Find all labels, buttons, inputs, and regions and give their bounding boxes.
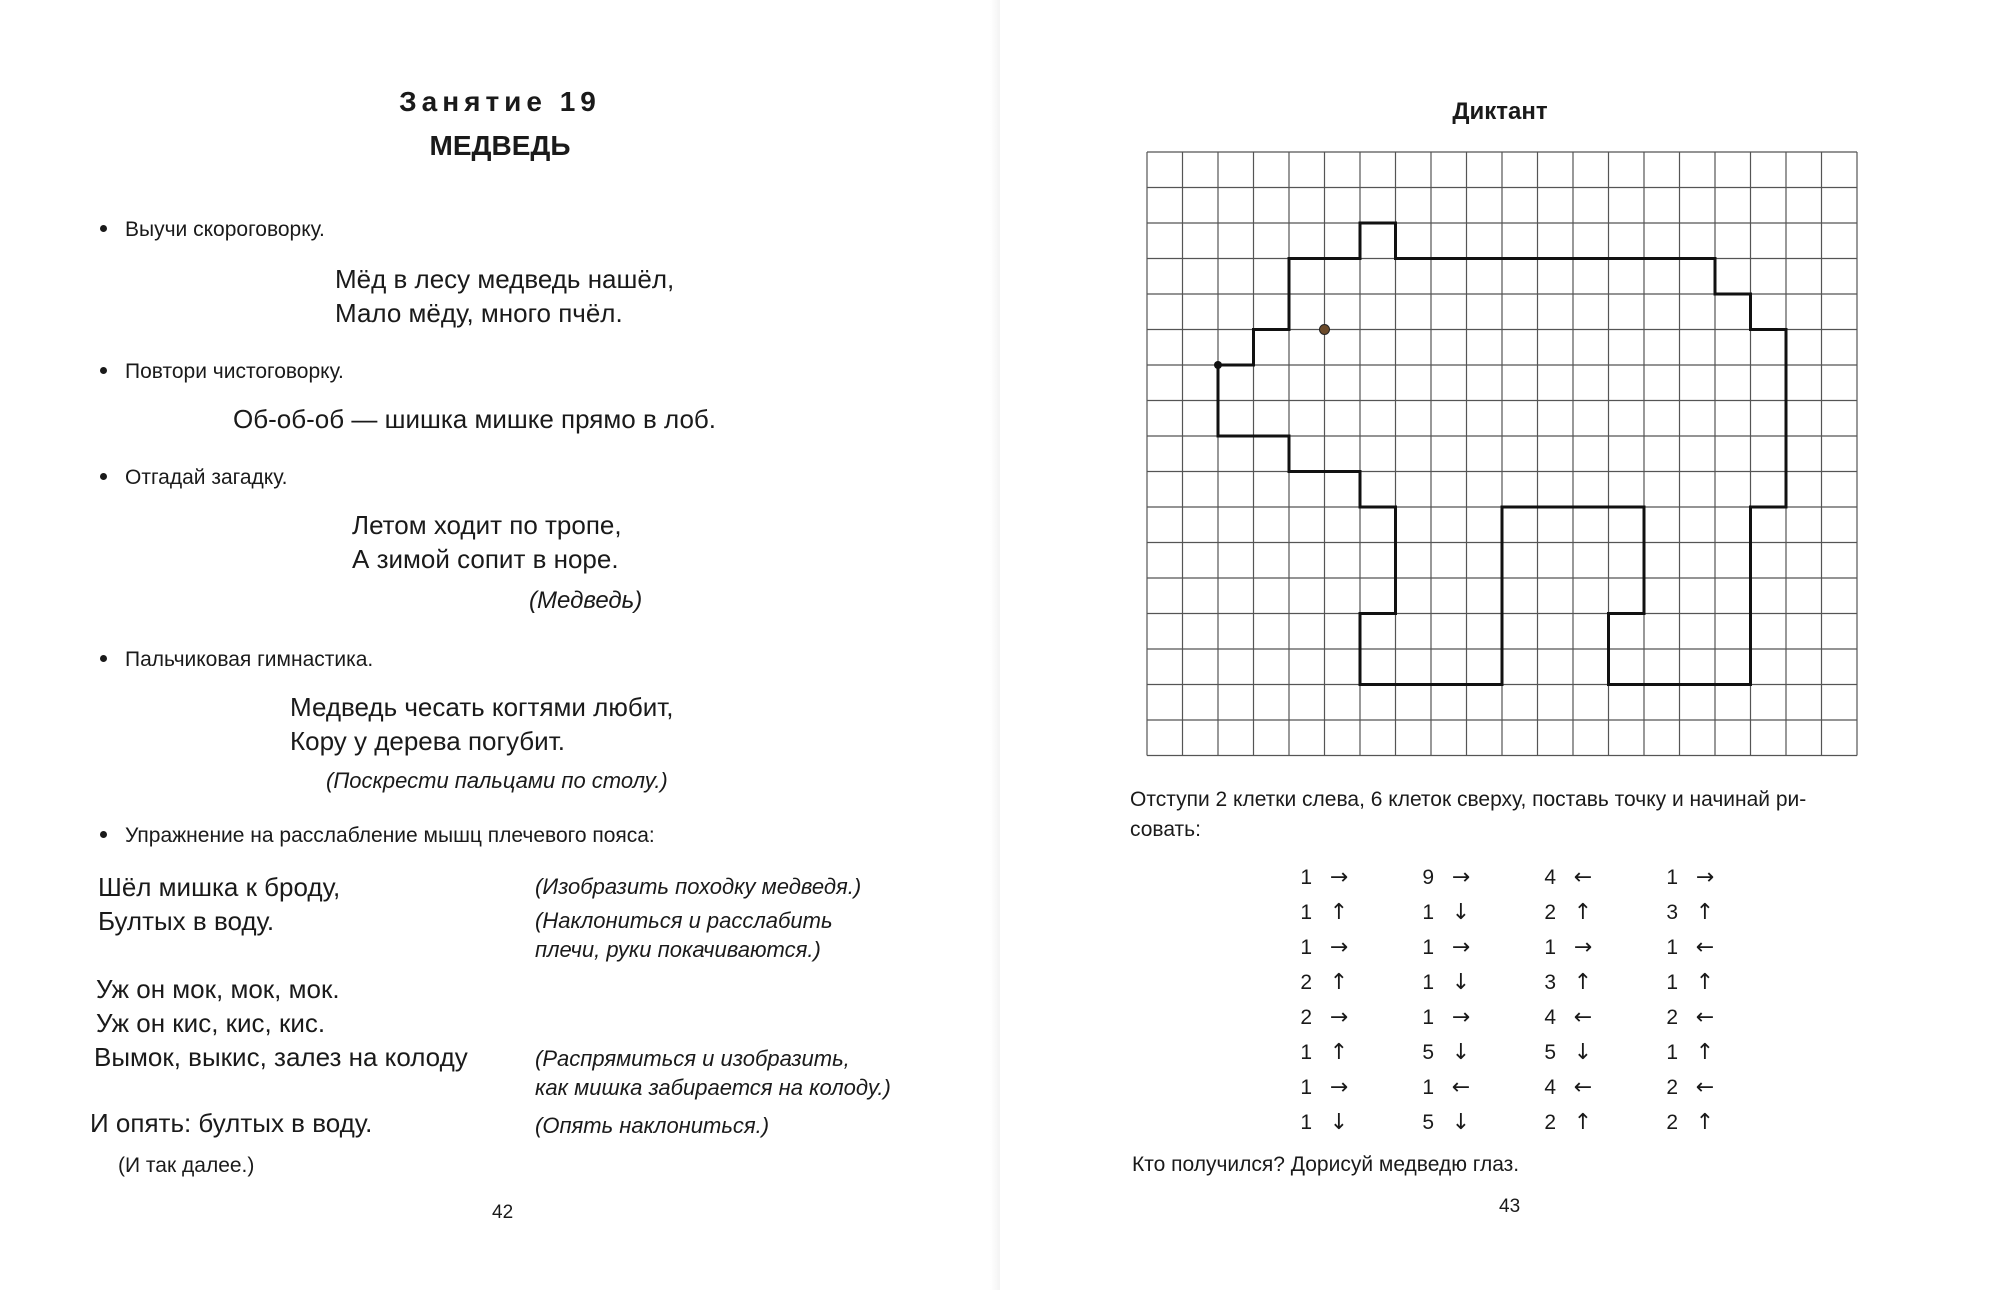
bullet-icon (100, 473, 107, 480)
arrow-icon: ← (1573, 865, 1593, 890)
bullet-icon (100, 655, 107, 662)
arrow-icon: → (1329, 935, 1349, 960)
arrow-icon: ← (1695, 1005, 1715, 1030)
arrow-icon: → (1329, 1075, 1349, 1100)
arrow-icon: ↓ (1451, 970, 1471, 995)
riddle-line: Летом ходит по тропе, (352, 510, 622, 540)
arrow-icon: ← (1451, 1075, 1471, 1100)
pure-phrase-line: Об-об-об — шишка мишке прямо в лоб. (233, 404, 717, 434)
page-number: 42 (492, 1202, 514, 1223)
dictation-question: Кто получился? Дорисуй медведю глаз. (1132, 1153, 1520, 1176)
arrow-icon: ← (1573, 1075, 1593, 1100)
tongue-twister-line: Мёд в лесу медведь нашёл, (335, 264, 675, 294)
arrow-icon: ↑ (1695, 1040, 1715, 1065)
relax-note: (Опять наклониться.) (535, 1113, 770, 1138)
arrow-icon: ← (1695, 1075, 1715, 1100)
relax-note: (Наклониться и расслабить (535, 908, 833, 933)
dictation-title: Диктант (1452, 98, 1548, 125)
finger-gym-instruction: Пальчиковая гимнастика. (100, 648, 373, 672)
arrow-icon: → (1695, 865, 1715, 890)
arrow-icon: ↑ (1695, 1110, 1715, 1135)
riddle-instruction: Отгадай загадку. (100, 466, 287, 490)
arrow-icon: → (1451, 865, 1471, 890)
lesson-title: Занятие 19 (399, 86, 601, 117)
arrow-icon: ← (1695, 935, 1715, 960)
relax-note: (Изобразить походку медведя.) (535, 874, 862, 899)
bear-drawing-grid (1000, 0, 2000, 1290)
arrow-icon: → (1573, 935, 1593, 960)
arrow-icon: ↓ (1451, 1110, 1471, 1135)
bullet-icon (100, 367, 107, 374)
bear-eye-dot (1320, 325, 1330, 335)
arrow-icon: ← (1573, 1005, 1593, 1030)
arrow-icon: → (1451, 935, 1471, 960)
arrow-icon: ↓ (1329, 1110, 1349, 1135)
relax-note: как мишка забирается на колоду.) (535, 1075, 891, 1100)
relax-verse: И опять: бултых в воду. (90, 1108, 373, 1138)
finger-gym-line: Кору у дерева погубит. (290, 726, 565, 756)
right-page: Диктант Отступи 2 клетки слева, 6 клеток сверху, поставь точку и начинай ри- совать: 1 → 1 ↑ 1 → 2 ↑ 2 → 1 ↑ 1 → 1 ↓ 9 → 1 ↓ 1 → 1 ↓ 1 → 5 ↓ 1 ← 5 ↓ 4 ← 2 ↑ 1 → 3 ↑ 4 ← 5 ↓ 4 ← 2 ↑ 1 → 3 ↑ 1 ← 1 ↑ 2 ← 1 ↑ 2 ← 2 ↑ Кто получился? Дорисуй медведю глаз. 43 (1000, 0, 2000, 1290)
relax-instruction: Упражнение на расслабление мышц плечевого пояса: (100, 824, 655, 848)
bullet-icon (100, 225, 107, 232)
page-number: 43 (1499, 1196, 1521, 1217)
arrow-icon: ↓ (1573, 1040, 1593, 1065)
arrow-icon: ↑ (1329, 900, 1349, 925)
arrow-icon: ↓ (1451, 1040, 1471, 1065)
relax-verse: Вымок, выкис, залез на колоду (94, 1042, 468, 1072)
arrow-icon: ↑ (1573, 1110, 1593, 1135)
tongue-twister-line: Мало мёду, много пчёл. (335, 298, 623, 328)
relax-verse: Уж он мок, мок, мок. (96, 974, 340, 1004)
dictation-instruction-line: Отступи 2 клетки слева, 6 клеток сверху, поставь точку и начинай ри- (1130, 788, 1807, 811)
finger-gym-note: (Поскрести пальцами по столу.) (326, 768, 668, 793)
relax-note: (Распрямиться и изобразить, (535, 1046, 850, 1071)
relax-verse: Бултых в воду. (98, 906, 275, 936)
relax-verse: Шёл мишка к броду, (98, 872, 341, 902)
lesson-subtitle: МЕДВЕДЬ (429, 130, 571, 161)
relax-ending: (И так далее.) (118, 1154, 255, 1177)
bullet-icon (100, 831, 107, 838)
finger-gym-line: Медведь чесать когтями любит, (290, 692, 674, 722)
arrow-icon: ↑ (1329, 970, 1349, 995)
dictation-instruction-line: совать: (1130, 818, 1201, 841)
riddle-line: А зимой сопит в норе. (352, 544, 619, 574)
arrow-icon: ↑ (1329, 1040, 1349, 1065)
arrow-icon: → (1329, 1005, 1349, 1030)
arrow-icon: ↑ (1573, 970, 1593, 995)
arrow-icon: → (1329, 865, 1349, 890)
start-point (1214, 361, 1222, 369)
arrow-icon: → (1451, 1005, 1471, 1030)
arrow-icon: ↑ (1573, 900, 1593, 925)
relax-verse: Уж он кис, кис, кис. (96, 1008, 326, 1038)
tongue-twister-instruction: Выучи скороговорку. (100, 218, 325, 242)
relax-note: плечи, руки покачиваются.) (535, 937, 821, 962)
arrow-icon: ↑ (1695, 900, 1715, 925)
arrow-icon: ↓ (1451, 900, 1471, 925)
pure-phrase-instruction: Повтори чистоговорку. (100, 360, 344, 384)
arrow-icon: ↑ (1695, 970, 1715, 995)
riddle-answer: (Медведь) (529, 587, 643, 614)
